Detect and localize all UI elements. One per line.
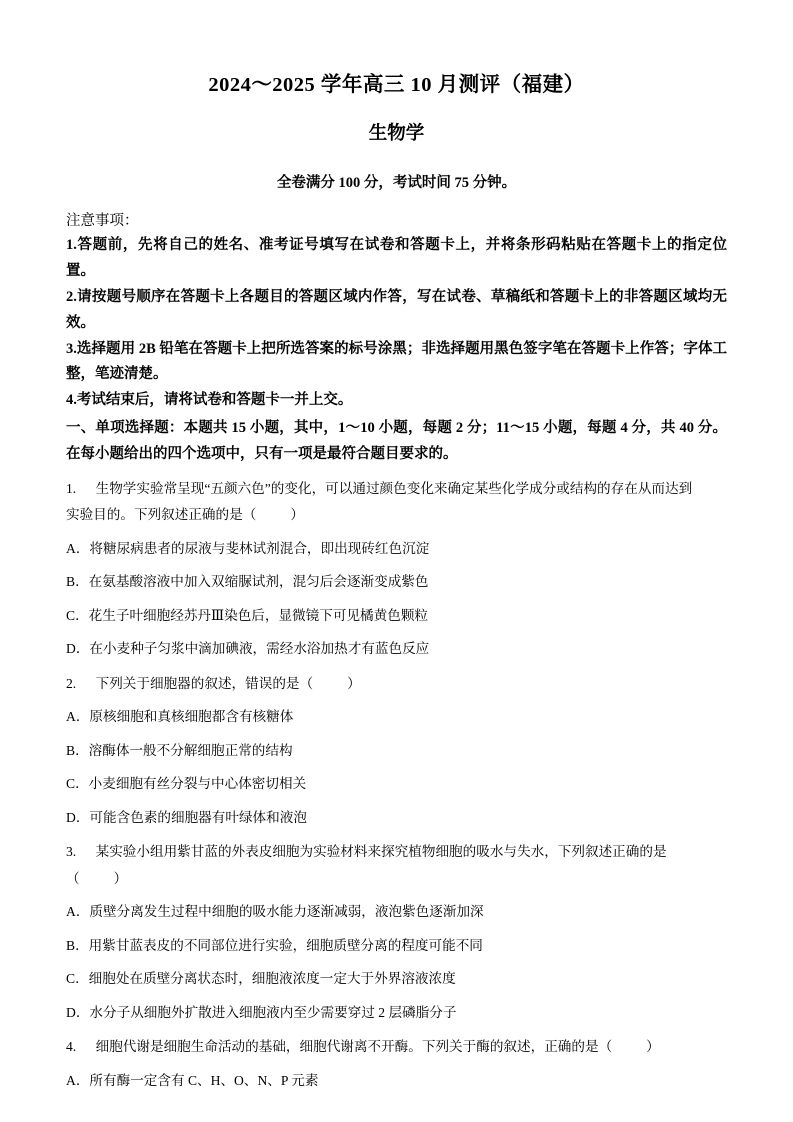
question-option: C．花生子叶细胞经苏丹Ⅲ染色后，显微镜下可见橘黄色颗粒 [66, 607, 429, 623]
question-option: A．将糖尿病患者的尿液与斐林试剂混合，即出现砖红色沉淀 [66, 540, 430, 556]
question-stem-continued [66, 866, 727, 893]
question-number: 1. [66, 480, 77, 496]
question-text-tail: ） [290, 507, 304, 523]
score-and-time-line: 全卷满分 100 分，考试时间 75 分钟。 [276, 174, 517, 191]
question-option: D．水分子从细胞外扩散进入细胞液内至少需要穿过 2 层磷脂分子 [66, 1004, 457, 1020]
question-text: 生物学实验常呈现“五颜六色”的变化，可以通过颜色变化来确定某些化学成分或结构的存在从而达到 [95, 480, 693, 496]
question-stem-continued [66, 502, 727, 529]
notice-item: 2.请按题号顺序在答题卡上各题目的答题区域内作答，写在试卷、草稿纸和答题卡上的非答题区域均无效。 [66, 289, 727, 331]
question-option: A．原核细胞和真核细胞都含有核糖体 [66, 709, 294, 725]
question-number: 2. [66, 675, 77, 691]
question-text-cont: （ [66, 870, 80, 886]
question-stem [66, 1034, 727, 1061]
notice-item: 3.选择题用 2B 铅笔在答题卡上把所选答案的标号涂黑；非选择题用黑色签字笔在答题卡上作答；字体工整，笔迹清楚。 [66, 340, 727, 383]
question-option: D．可能含色素的细胞器有叶绿体和液泡 [66, 809, 307, 825]
question-option: C．细胞处在质壁分离状态时，细胞液浓度一定大于外界溶液浓度 [66, 971, 456, 987]
question-option: A．所有酶一定含有 C、H、O、N、P 元素 [66, 1072, 319, 1088]
section-heading-single-choice: 一、单项选择题：本题共 15 小题，其中，1～10 小题，每题 2 分；11～15 小题，每题 4 分，共 40 分。在每小题给出的四个选项中，只有一项是最符合题目要求的。 [66, 420, 727, 462]
question-option: C．小麦细胞有丝分裂与中心体密切相关 [66, 776, 307, 792]
question-text-tail: ） [113, 870, 128, 886]
question-option: B．在氨基酸溶液中加入双缩脲试剂，混匀后会逐渐变成紫色 [66, 574, 429, 590]
question-stem [66, 671, 727, 698]
page-title: 2024～2025 学年高三 10 月测评（福建） [208, 74, 585, 96]
question-option: B．溶酶体一般不分解细胞正常的结构 [66, 742, 293, 758]
question-stem [66, 839, 727, 866]
question-option: B．用紫甘蓝表皮的不同部位进行实验，细胞质壁分离的程度可能不同 [66, 937, 483, 953]
subject-title: 生物学 [368, 123, 425, 144]
notice-heading: 注意事项： [66, 213, 139, 230]
question-number: 4. [66, 1039, 77, 1055]
question-stem [66, 476, 727, 503]
question-text-tail: ） [646, 1039, 660, 1055]
question-option: A．质壁分离发生过程中细胞的吸水能力逐渐减弱，液泡紫色逐渐加深 [66, 904, 484, 920]
question-text: 某实验小组用紫甘蓝的外表皮细胞为实验材料来探究植物细胞的吸水与失水，下列叙述正确的是 [95, 844, 667, 860]
question-text: 下列关于细胞器的叙述，错误的是（ [95, 675, 314, 691]
question-text-tail: ） [347, 675, 361, 691]
notice-item: 4.考试结束后，请将试卷和答题卡一并上交。 [66, 392, 353, 409]
question-number: 3. [66, 844, 77, 860]
question-text-cont: 实验目的。下列叙述正确的是（ [66, 507, 257, 523]
question-text: 细胞代谢是细胞生命活动的基础，细胞代谢离不开酶。下列关于酶的叙述，正确的是（ [95, 1039, 613, 1055]
question-option: D．在小麦种子匀浆中滴加碘液，需经水浴加热才有蓝色反应 [66, 641, 430, 657]
notice-item: 1.答题前，先将自己的姓名、准考证号填写在试卷和答题卡上，并将条形码粘贴在答题卡上的指定位置。 [66, 237, 727, 280]
